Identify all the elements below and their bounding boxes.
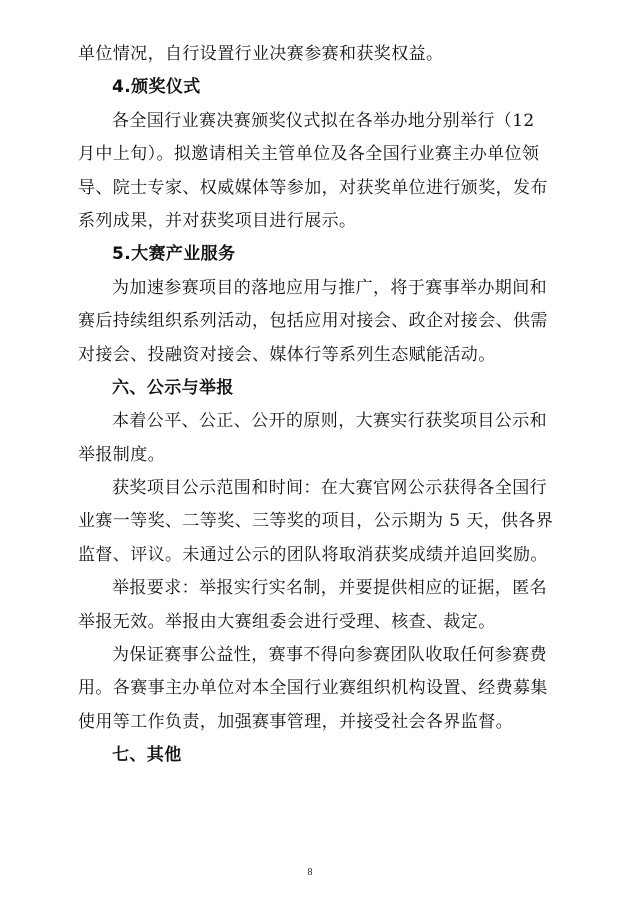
text-line: 本着公平、公正、公开的原则，大赛实行获奖项目公示和 [112, 411, 547, 432]
section-heading: 七、其他 [112, 745, 182, 766]
text-line: 月中上旬）。拟邀请相关主管单位及各全国行业赛主办单位领 [78, 144, 540, 165]
document-body [78, 38, 554, 773]
text-line: 对接会、投融资对接会、媒体行等系列生态赋能活动。 [78, 344, 496, 365]
text-line: 为加速参赛项目的落地应用与推广，将于赛事举办期间和 [112, 277, 547, 298]
text-line: 使用等工作负责，加强赛事管理，并接受社会各界监督。 [78, 711, 513, 732]
page-number: 8 [307, 867, 313, 878]
text-line: 导、院士专家、权威媒体等参加，对获奖单位进行颁奖，发布 [78, 177, 548, 198]
section-heading: 4.颁奖仪式 [112, 77, 201, 98]
text-line: 获奖项目公示范围和时间：在大赛官网公示获得各全国行 [112, 478, 547, 499]
text-line: 单位情况，自行设置行业决赛参赛和获奖权益。 [78, 44, 444, 64]
text-line: 举报无效。举报由大赛组委会进行受理、核查、裁定。 [78, 611, 496, 632]
text-line: 用。各赛事主办单位对本全国行业赛组织机构设置、经费募集 [78, 678, 548, 699]
text-line: 为保证赛事公益性，赛事不得向参赛团队收取任何参赛费 [112, 645, 547, 666]
section-heading: 六、公示与举报 [112, 377, 234, 398]
text-line: 监督、评议。未通过公示的团队将取消获奖成绩并追回奖励。 [78, 544, 548, 565]
text-line: 举报制度。 [78, 444, 165, 465]
text-line: 系列成果，并对获奖项目进行展示。 [78, 210, 357, 231]
section-heading: 5.大赛产业服务 [112, 244, 236, 265]
text-line: 赛后持续组织系列活动，包括应用对接会、政企对接会、供需 [78, 311, 548, 332]
text-line: 业赛一等奖、二等奖、三等奖的项目，公示期为 5 天，供各界 [78, 511, 554, 532]
text-line: 各全国行业赛决赛颁奖仪式拟在各举办地分别举行（12 [112, 110, 535, 131]
text-line: 举报要求：举报实行实名制，并要提供相应的证据，匿名 [112, 578, 547, 599]
